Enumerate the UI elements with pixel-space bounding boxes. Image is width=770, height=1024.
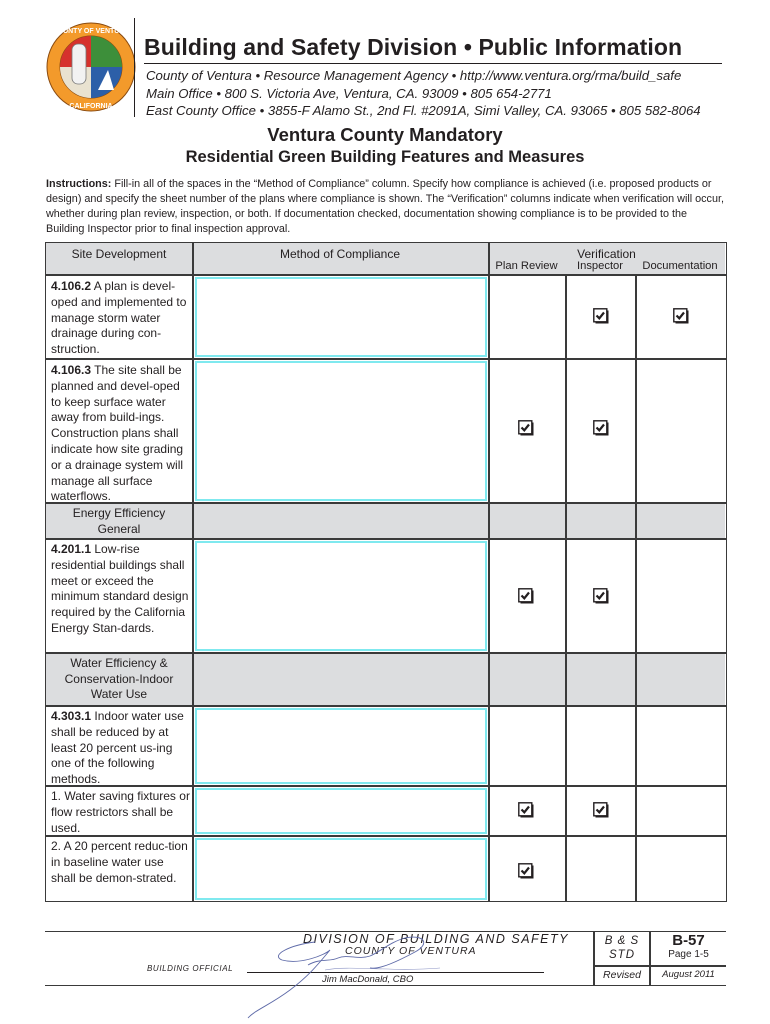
row-divider bbox=[46, 274, 726, 276]
method-of-compliance-field[interactable] bbox=[195, 788, 487, 834]
checkbox-plan-review-checked[interactable] bbox=[518, 863, 533, 878]
footer-official-name: Jim MacDonald, CBO bbox=[322, 974, 414, 985]
checkmark-icon bbox=[593, 802, 610, 819]
requirement-text: A plan is devel-oped and implemented to manage storm water drainage during con-struction. bbox=[51, 279, 187, 357]
requirement-text: 1. Water saving fixtures or flow restrictors shall be used. bbox=[51, 789, 190, 835]
section-label-line: Water Use bbox=[90, 687, 148, 701]
header-east-office-line: East County Office • 3855-F Alamo St., 2nd Fl. #2091A, Simi Valley, CA. 93065 • 805 582-8064 bbox=[146, 103, 701, 118]
checkbox-plan-review-checked[interactable] bbox=[518, 420, 533, 435]
header-divider-vertical bbox=[134, 18, 135, 117]
requirement-water-saving-fixtures bbox=[51, 789, 191, 836]
footer-bs-label: B & S bbox=[604, 935, 640, 947]
requirement-text: 2. A 20 percent reduc-tion in baseline water use shall be demon-strated. bbox=[51, 839, 188, 885]
section-label-energy-efficiency bbox=[46, 506, 192, 537]
section-label-line: General bbox=[97, 521, 141, 536]
footer-form-number: B-57 bbox=[672, 932, 705, 949]
checkmark-icon bbox=[518, 802, 535, 819]
checkmark-icon bbox=[593, 420, 610, 437]
requirement-code: 4.303.1 bbox=[51, 709, 92, 723]
row-divider bbox=[46, 538, 726, 540]
page-header-title: Building and Safety Division • Public Information bbox=[144, 34, 683, 60]
requirement-4-303-1 bbox=[51, 709, 191, 788]
requirement-text: Indoor water use shall be reduced by at least 20 percent us-ing one of the following methods. bbox=[51, 709, 184, 787]
header-divider-horizontal bbox=[144, 63, 722, 64]
seal-text-bottom: CALIFORNIA bbox=[69, 103, 113, 110]
header-verification: Verification bbox=[577, 247, 636, 261]
signature-scribble bbox=[230, 930, 470, 1020]
document-subtitle: Residential Green Building Features and Measures bbox=[185, 148, 585, 166]
column-divider bbox=[488, 243, 490, 901]
requirement-code: 4.201.1 bbox=[51, 542, 92, 556]
row-divider bbox=[46, 705, 726, 707]
row-divider bbox=[46, 358, 726, 360]
county-seal-logo bbox=[46, 22, 136, 112]
column-divider bbox=[635, 274, 637, 901]
header-main-office-line: Main Office • 800 S. Victoria Ave, Ventura, CA. 93009 • 805 654-2771 bbox=[146, 86, 552, 101]
checkbox-inspector-checked[interactable] bbox=[593, 420, 608, 435]
section-label-line: Conservation-Indoor bbox=[64, 671, 174, 686]
header-inspector: Inspector bbox=[576, 260, 624, 272]
checkbox-inspector-checked[interactable] bbox=[593, 802, 608, 817]
footer-division: DIVISION OF BUILDING AND SAFETY bbox=[303, 932, 569, 946]
row-divider bbox=[46, 652, 726, 654]
requirement-text: The site shall be planned and devel-oped to keep surface water away from build-ings. Construction plans shall indicate how site grading or a drainage system will manage all surface waterflows. bbox=[51, 363, 184, 504]
requirement-code: 4.106.3 bbox=[51, 363, 92, 377]
checkbox-inspector-checked[interactable] bbox=[593, 588, 608, 603]
footer-row-divider bbox=[593, 965, 726, 967]
footer-revised-label: Revised bbox=[603, 969, 641, 981]
footer-form-id bbox=[651, 932, 726, 960]
requirement-20-percent-reduction bbox=[51, 839, 191, 886]
column-divider bbox=[565, 274, 567, 901]
footer-official-label: BUILDING OFFICIAL bbox=[147, 964, 234, 973]
checkmark-icon bbox=[518, 420, 535, 437]
checkmark-icon bbox=[673, 308, 690, 325]
requirement-text: Low-rise residential buildings shall meet or exceed the minimum standard design required by the California Energy Stan-dards. bbox=[51, 542, 189, 635]
header-site-development: Site Development bbox=[71, 247, 167, 261]
checkmark-icon bbox=[593, 588, 610, 605]
document-title: Ventura County Mandatory bbox=[267, 124, 503, 145]
requirement-4-106-3 bbox=[51, 363, 191, 505]
header-plan-review: Plan Review bbox=[495, 260, 558, 272]
header-documentation: Documentation bbox=[642, 260, 718, 272]
footer-std-label: STD bbox=[609, 949, 635, 961]
method-of-compliance-field[interactable] bbox=[195, 708, 487, 784]
instructions-text: Fill-in all of the spaces in the “Method of Compliance” column. Specify how compliance is achieved (i.e. proposed products or design) and specify the sheet number of the plans where compliance is shown. The “Verification” columns indicate when verification will occur, whether during plan review, inspection, or both. If documentation checked, documentation showing compliance is to be provided to the Building Inspector prior to final inspection approval. bbox=[46, 178, 724, 235]
section-label-line: Energy Efficiency bbox=[72, 506, 166, 520]
checkbox-inspector-checked[interactable] bbox=[593, 308, 608, 323]
requirement-code: 4.106.2 bbox=[51, 279, 92, 293]
checkbox-documentation-checked[interactable] bbox=[673, 308, 688, 323]
requirement-4-201-1 bbox=[51, 542, 191, 637]
footer-bs-std bbox=[595, 934, 649, 962]
footer-revised-date: August 2011 bbox=[662, 969, 715, 980]
requirement-4-106-2 bbox=[51, 279, 191, 358]
section-label-line: Water Efficiency & bbox=[70, 656, 168, 670]
checkmark-icon bbox=[518, 588, 535, 605]
checkmark-icon bbox=[593, 308, 610, 325]
method-of-compliance-field[interactable] bbox=[195, 541, 487, 651]
method-of-compliance-field[interactable] bbox=[195, 277, 487, 357]
footer-page: Page 1-5 bbox=[668, 949, 709, 960]
checkmark-icon bbox=[518, 863, 535, 880]
instructions-label: Instructions: bbox=[46, 178, 112, 190]
checkbox-plan-review-checked[interactable] bbox=[518, 802, 533, 817]
compliance-table bbox=[45, 242, 727, 902]
footer-county: COUNTY OF VENTURA bbox=[345, 945, 477, 957]
checkbox-plan-review-checked[interactable] bbox=[518, 588, 533, 603]
section-label-water-efficiency bbox=[46, 656, 192, 703]
seal-text-top: COUNTY OF VENTURA bbox=[52, 28, 130, 35]
method-of-compliance-field[interactable] bbox=[195, 838, 487, 900]
column-divider bbox=[192, 243, 194, 901]
method-of-compliance-field[interactable] bbox=[195, 361, 487, 501]
header-method-of-compliance: Method of Compliance bbox=[279, 247, 401, 261]
instructions bbox=[46, 177, 726, 237]
header-agency-line: County of Ventura • Resource Management Agency • http://www.ventura.org/rma/build_safe bbox=[146, 68, 682, 83]
